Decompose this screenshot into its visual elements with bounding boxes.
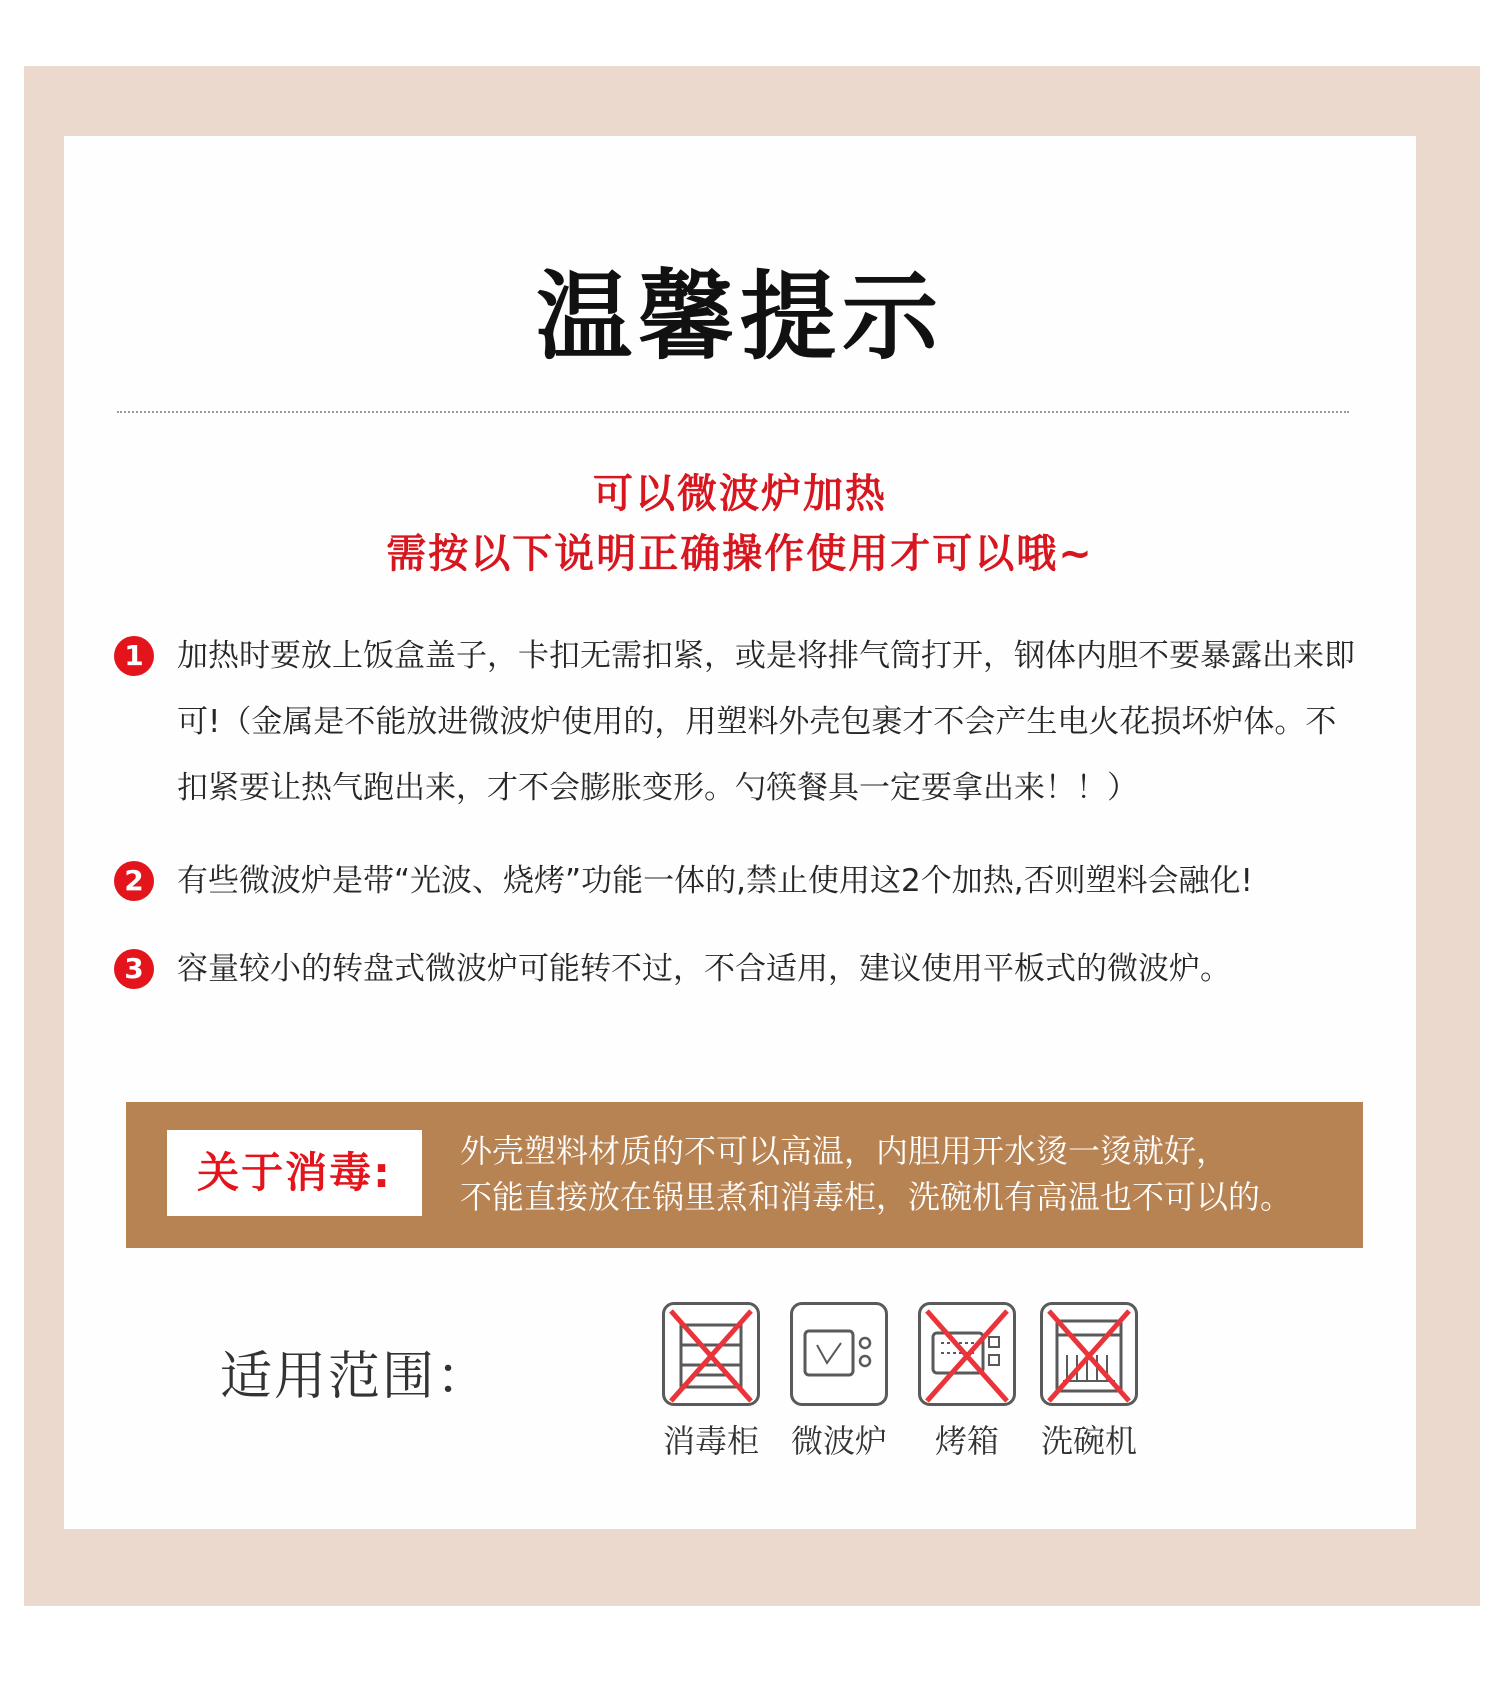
dishwasher-icon [1043, 1305, 1141, 1409]
disinfection-line-1: 外壳塑料材质的不可以高温，内胆用开水烫一烫就好， [460, 1132, 1229, 1170]
tip-text: 有些微波炉是带“光波、烧烤”功能一体的,禁止使用这2个加热,否则塑料会融化! [177, 863, 1253, 899]
notice-line-1: 可以微波炉加热 [593, 471, 887, 517]
number-badge: 2 [114, 861, 154, 901]
notice-line-2: 需按以下说明正确操作使用才可以哦~ [386, 531, 1094, 577]
dotted-divider [117, 411, 1349, 413]
appliance-label: 洗碗机 [1040, 1422, 1137, 1460]
appliance-label: 微波炉 [790, 1422, 887, 1460]
tip-text: 加热时要放上饭盒盖子，卡扣无需扣紧，或是将排气筒打开，钢体内胆不要暴露出来即可!（金属是不能放进微波炉使用的，用塑料外壳包裹才不会产生电火花损坏炉体。不扣紧要让热气跑出来，才不会膨胀变形。勺筷餐具一定要拿出来！！） [177, 638, 1355, 806]
disinfection-text [460, 1128, 1350, 1220]
scope-label: 适用范围： [220, 1347, 491, 1407]
number-badge: 3 [114, 949, 154, 989]
notice-card [64, 136, 1416, 1529]
appliance-dishwasher [1034, 1302, 1144, 1462]
page-title: 温馨提示 [536, 261, 944, 373]
microwave-icon [793, 1305, 891, 1409]
tip-text: 容量较小的转盘式微波炉可能转不过，不合适用，建议使用平板式的微波炉。 [177, 951, 1231, 987]
appliance-disinfection-cabinet [656, 1302, 766, 1462]
tip-item-1 [114, 623, 1364, 823]
tip-item-2 [114, 848, 1364, 918]
appliance-oven [912, 1302, 1022, 1462]
disinfection-label: 关于消毒: [167, 1130, 422, 1216]
disinfection-cabinet-icon [665, 1305, 763, 1409]
number-badge: 1 [114, 636, 154, 676]
disinfection-line-2: 不能直接放在锅里煮和消毒柜，洗碗机有高温也不可以的。 [460, 1178, 1293, 1216]
appliance-label: 消毒柜 [662, 1422, 759, 1460]
appliance-microwave [784, 1302, 894, 1462]
oven-icon [921, 1305, 1019, 1409]
appliance-label: 烤箱 [934, 1422, 999, 1460]
tip-item-3 [114, 936, 1364, 1006]
disinfection-banner [126, 1102, 1363, 1248]
